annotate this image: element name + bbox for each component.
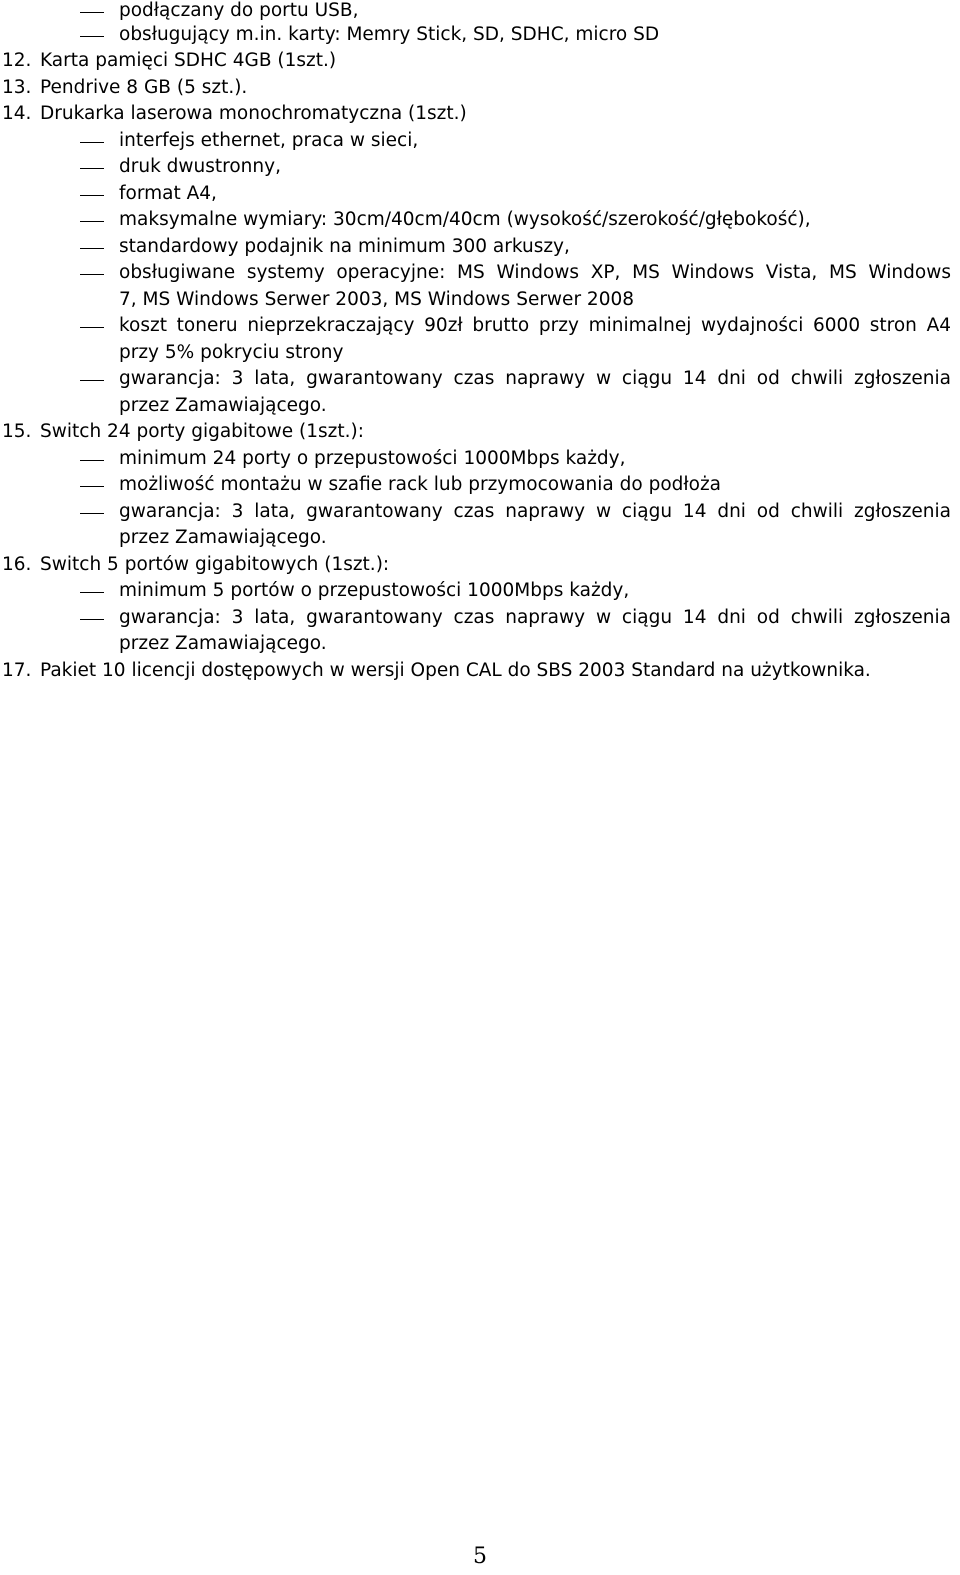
item-title: Switch 5 portów gigabitowych (1szt.): bbox=[40, 554, 390, 575]
list-item-text: druk dwustronny, bbox=[119, 156, 281, 177]
item-number: 13. bbox=[2, 77, 32, 98]
item-title: Karta pamięci SDHC 4GB (1szt.) bbox=[40, 50, 337, 71]
dash-bullet bbox=[80, 513, 104, 514]
item-title: Pendrive 8 GB (5 szt.). bbox=[40, 77, 248, 98]
dash-bullet bbox=[80, 168, 104, 169]
dash-bullet bbox=[80, 486, 104, 487]
list-item-text: podłączany do portu USB, bbox=[119, 0, 359, 21]
list-item-text: obsługiwane systemy operacyjne: MS Windows XP, MS Windows Vista, MS Windows bbox=[119, 262, 951, 283]
dash-bullet bbox=[80, 195, 104, 196]
item-number: 12. bbox=[2, 50, 32, 71]
list-item-text: przez Zamawiającego. bbox=[119, 395, 327, 416]
list-item-text: format A4, bbox=[119, 183, 217, 204]
list-item-text: standardowy podajnik na minimum 300 arkuszy, bbox=[119, 236, 570, 257]
list-item-text: 7, MS Windows Serwer 2003, MS Windows Serwer 2008 bbox=[119, 289, 635, 310]
list-item-text: gwarancja: 3 lata, gwarantowany czas naprawy w ciągu 14 dni od chwili zgłoszenia bbox=[119, 368, 951, 389]
dash-bullet bbox=[80, 380, 104, 381]
dash-bullet bbox=[80, 592, 104, 593]
item-number: 16. bbox=[2, 554, 32, 575]
list-item-text: minimum 24 porty o przepustowości 1000Mbps każdy, bbox=[119, 448, 626, 469]
dash-bullet bbox=[80, 619, 104, 620]
list-item-text: gwarancja: 3 lata, gwarantowany czas naprawy w ciągu 14 dni od chwili zgłoszenia bbox=[119, 607, 951, 628]
dash-bullet bbox=[80, 12, 104, 13]
list-item-text: maksymalne wymiary: 30cm/40cm/40cm (wysokość/szerokość/głębokość), bbox=[119, 209, 811, 230]
item-number: 14. bbox=[2, 103, 32, 124]
item-title: Pakiet 10 licencji dostępowych w wersji Open CAL do SBS 2003 Standard na użytkownika. bbox=[40, 660, 871, 681]
list-item-text: przez Zamawiającego. bbox=[119, 527, 327, 548]
dash-bullet bbox=[80, 142, 104, 143]
list-item-text: możliwość montażu w szafie rack lub przymocowania do podłoża bbox=[119, 474, 722, 495]
list-item-text: przez Zamawiającego. bbox=[119, 633, 327, 654]
dash-bullet bbox=[80, 36, 104, 37]
list-item-text: interfejs ethernet, praca w sieci, bbox=[119, 130, 419, 151]
dash-bullet bbox=[80, 248, 104, 249]
list-item-text: przy 5% pokryciu strony bbox=[119, 342, 344, 363]
item-title: Drukarka laserowa monochromatyczna (1szt.) bbox=[40, 103, 467, 124]
list-item-text: obsługujący m.in. karty: Memry Stick, SD, SDHC, micro SD bbox=[119, 24, 660, 45]
dash-bullet bbox=[80, 327, 104, 328]
list-item-text: minimum 5 portów o przepustowości 1000Mbps każdy, bbox=[119, 580, 630, 601]
dash-bullet bbox=[80, 221, 104, 222]
dash-bullet bbox=[80, 274, 104, 275]
dash-bullet bbox=[80, 460, 104, 461]
list-item-text: gwarancja: 3 lata, gwarantowany czas naprawy w ciągu 14 dni od chwili zgłoszenia bbox=[119, 501, 951, 522]
item-title: Switch 24 porty gigabitowe (1szt.): bbox=[40, 421, 364, 442]
list-item-text: koszt toneru nieprzekraczający 90zł brutto przy minimalnej wydajności 6000 stron A4 bbox=[119, 315, 951, 336]
item-number: 17. bbox=[2, 660, 32, 681]
page-number: 5 bbox=[473, 1544, 487, 1569]
item-number: 15. bbox=[2, 421, 32, 442]
